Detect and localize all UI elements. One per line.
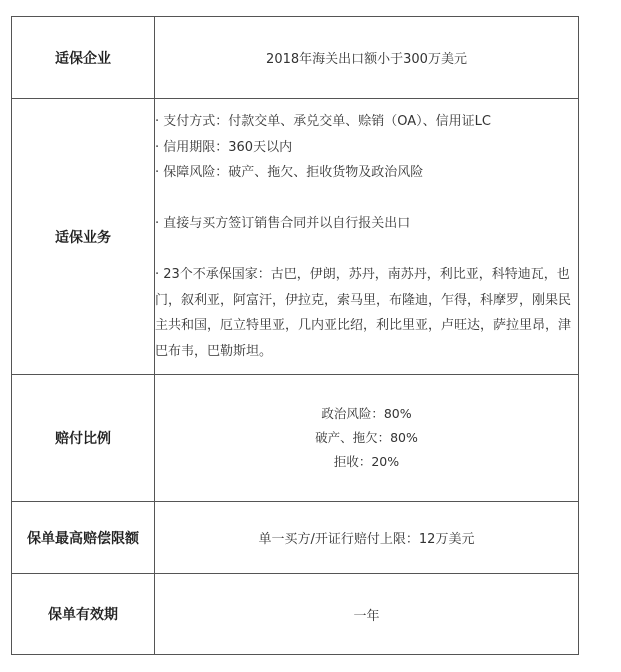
covered-risks-text: · 保障风险：破产、拖欠、拒收货物及政治风险 <box>155 165 424 180</box>
insurance-policy-table <box>11 16 579 655</box>
row-max-compensation-limit <box>12 502 579 574</box>
max-limit-value: 单一买方/开证行赔付上限：12万美元 <box>155 502 579 574</box>
validity-label: 保单有效期 <box>12 574 155 655</box>
bankruptcy-default-ratio: 破产、拖欠：80% <box>315 430 418 445</box>
row-eligible-enterprise <box>12 17 579 99</box>
spacer <box>155 237 578 263</box>
eligible-business-value <box>155 99 579 375</box>
eligible-enterprise-label: 适保企业 <box>12 17 155 99</box>
direct-contract-text: · 直接与买方签订销售合同并以自行报关出口 <box>155 216 411 231</box>
rejection-ratio: 拒收：20% <box>333 454 400 469</box>
compensation-ratio-value <box>155 375 579 502</box>
eligible-business-label: 适保业务 <box>12 99 155 375</box>
eligible-enterprise-value: 2018年海关出口额小于300万美元 <box>155 17 579 99</box>
validity-value: 一年 <box>155 574 579 655</box>
spacer <box>155 186 578 212</box>
max-limit-label: 保单最高赔偿限额 <box>12 502 155 574</box>
payment-methods-text: · 支付方式：付款交单、承兑交单、赊销（OA）、信用证LC <box>155 114 491 129</box>
row-eligible-business <box>12 99 579 375</box>
excluded-countries-text: · 23个不承保国家：古巴，伊朗，苏丹，南苏丹，利比亚，科特迪瓦，也门，叙利亚，阿富汗，伊拉克，索马里，布隆迪，乍得，科摩罗，刚果民主共和国，厄立特里亚，几内亚比绍，利比里亚，卢旺达，萨拉里昂，津巴布韦，巴勒斯坦。 <box>155 267 572 359</box>
credit-term-text: · 信用期限：360天以内 <box>155 139 293 155</box>
row-policy-validity <box>12 574 579 655</box>
row-compensation-ratio <box>12 375 579 502</box>
political-risk-ratio: 政治风险：80% <box>321 406 412 421</box>
compensation-ratio-label: 赔付比例 <box>12 375 155 502</box>
